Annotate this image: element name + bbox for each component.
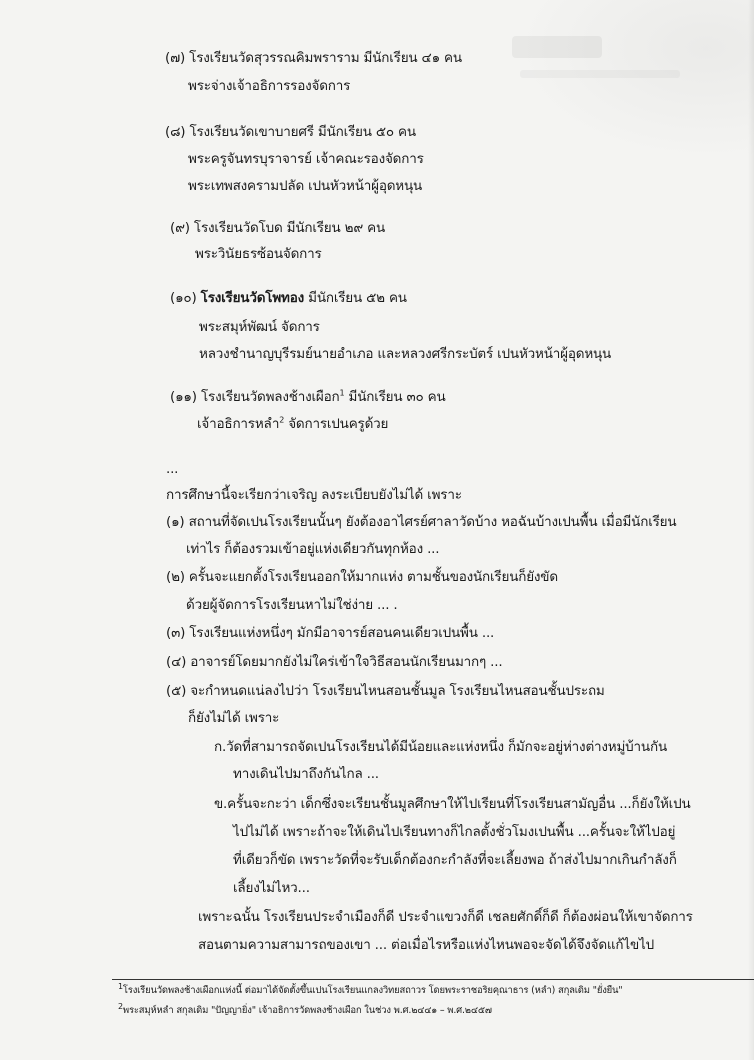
school-10-count: มีนักเรียน ๕๒ คน xyxy=(304,290,407,306)
footnote-1-mark: 1 xyxy=(118,981,123,991)
conclusion-line-2: สอนตามความสามารถของเขา ... ต่อเมื่อไรหรือแห่งไหนพอจะจัดได้จึงจัดแก้ไขไป xyxy=(198,937,654,953)
reason-a-line-1: ก.วัดที่สามารถจัดเปนโรงเรียนได้มีน้อยและแห่งหนึ่ง ก็มักจะอยู่ห่างต่างหมู่บ้านกัน xyxy=(214,739,667,755)
problem-4: (๔) อาจารย์โดยมากยังไม่ใคร่เข้าใจวิธีสอนนักเรียนมากๆ ... xyxy=(166,654,503,670)
reason-b-line-4: เลี้ยงไม่ไหว... xyxy=(233,880,310,896)
school-7-manager: พระจ่างเจ้าอธิการรองจัดการ xyxy=(188,78,351,94)
school-7-heading: (๗) โรงเรียนวัดสุวรรณคิมพราราม มีนักเรียน ๔๑ คน xyxy=(165,50,462,66)
footnote-1-text: โรงเรียนวัดพลงช้างเผือกแห่งนี้ ต่อมาได้จัดตั้งขึ้นเปนโรงเรียนแกลงวิทยสถาวร โดยพระราชอริยคุณาธาร (หลำ) สกุลเดิม "ยั่งยืน" xyxy=(122,985,623,996)
school-10-supporter: หลวงชำนาญบุรีรมย์นายอำเภอ และหลวงศรีกระบัตร์ เปนหัวหน้าผู้อุดหนุน xyxy=(199,346,612,362)
school-8-supporter: พระเทพสงครามปลัด เปนหัวหน้าผู้อุดหนุน xyxy=(188,178,423,194)
bleed-through-title xyxy=(512,36,602,58)
problem-2-line-1: (๒) ครั้นจะแยกตั้งโรงเรียนออกให้มากแห่ง ตามชั้นของนักเรียนก็ยังขัด xyxy=(166,569,558,585)
problem-5-line-1: (๕) จะกำหนดแน่ลงไปว่า โรงเรียนไหนสอนชั้นมูล โรงเรียนไหนสอนชั้นประถม xyxy=(166,683,605,699)
problem-1-line-2: เท่าไร ก็ต้องรวมเข้าอยู่แห่งเดียวกันทุกห้อง ... xyxy=(186,541,440,557)
reason-b-line-1: ข.ครั้นจะกะว่า เด็กซึ่งจะเรียนชั้นมูลศึกษาให้ไปเรียนที่โรงเรียนสามัญอื่น ...ก็ยังให้เปน xyxy=(214,796,691,812)
problem-5-line-2: ก็ยังไม่ได้ เพราะ xyxy=(188,710,280,726)
school-11-name: (๑๑) โรงเรียนวัดพลงช้างเผือก xyxy=(170,389,340,405)
school-9-manager: พระวินัยธรซ้อนจัดการ xyxy=(195,246,322,262)
bleed-through-shadow xyxy=(514,0,754,160)
conclusion-line-1: เพราะฉนั้น โรงเรียนประจำเมืองก็ดี ประจำแขวงก็ดี เชลยศักดิ์ก็ดี ก็ต้องผ่อนให้เขาจัดการ xyxy=(198,909,693,925)
footnote-2-mark: 2 xyxy=(118,1001,123,1011)
school-8-manager: พระครูจันทรบุราจารย์ เจ้าคณะรองจัดการ xyxy=(188,151,424,167)
school-11-heading xyxy=(170,388,446,406)
problem-3: (๓) โรงเรียนแห่งหนึ่งๆ มักมีอาจารย์สอนคนเดียวเปนพื้น ... xyxy=(166,625,495,641)
footnote-2-text: พระสมุห์หลำ สกุลเดิม "ปัญญายิ่ง" เจ้าอธิการวัดพลงช้างเผือก ในช่วง พ.ศ.๒๔๔๑ – พ.ศ.๒๔๕๗ xyxy=(122,1005,492,1016)
school-10-name: โรงเรียนวัดโพทอง xyxy=(200,290,305,306)
reason-b-line-2: ไปไม่ได้ เพราะถ้าจะให้เดินไปเรียนทางก็ไกลตั้งชั่วโมงเปนพื้น ...ครั้นจะให้ไปอยู่ xyxy=(233,824,676,840)
bleed-through-subtitle xyxy=(520,70,680,78)
school-11-count: มีนักเรียน ๓๐ คน xyxy=(344,389,446,405)
school-10-heading xyxy=(170,289,407,307)
school-11-manager-name: เจ้าอธิการหลำ xyxy=(197,416,280,432)
school-11-manager-role: จัดการเปนครูด้วย xyxy=(284,416,389,432)
ellipsis: ... xyxy=(166,461,179,477)
school-9-heading: (๙) โรงเรียนวัดโบด มีนักเรียน ๒๙ คน xyxy=(170,220,385,236)
school-8-heading: (๘) โรงเรียนวัดเขาบายศรี มีนักเรียน ๕๐ คน xyxy=(165,124,416,140)
footnote-ref-1: 1 xyxy=(339,388,345,398)
problem-1-line-1: (๑) สถานที่จัดเปนโรงเรียนนั้นๆ ยังต้องอาไศรย์ศาลาวัดบ้าง หอฉันบ้างเปนพื้น เมื่อมีนักเรียน xyxy=(166,514,677,530)
reason-a-line-2: ทางเดินไปมาถึงกันไกล ... xyxy=(233,766,379,782)
footnote-divider xyxy=(112,979,754,980)
footnote-2 xyxy=(118,1001,492,1017)
school-10-manager: พระสมุห์พัฒน์ จัดการ xyxy=(199,319,320,335)
page-edge-shadow xyxy=(748,0,754,1060)
footnote-1 xyxy=(118,981,623,997)
problem-2-line-2: ด้วยผู้จัดการโรงเรียนหาไม่ใช่ง่าย ... . xyxy=(186,597,398,613)
school-11-manager xyxy=(197,415,388,433)
footnote-ref-2: 2 xyxy=(279,415,285,425)
school-10-number: (๑๐) xyxy=(170,290,201,306)
reason-b-line-3: ที่เดียวก็ขัด เพราะวัดที่จะรับเด็กต้องกะกำลังที่จะเลี้ยงพอ ถ้าส่งไปมากเกินกำลังก็ xyxy=(233,852,677,868)
problems-intro: การศึกษานี้จะเรียกว่าเจริญ ลงระเบียบยังไม่ได้ เพราะ xyxy=(166,487,462,503)
